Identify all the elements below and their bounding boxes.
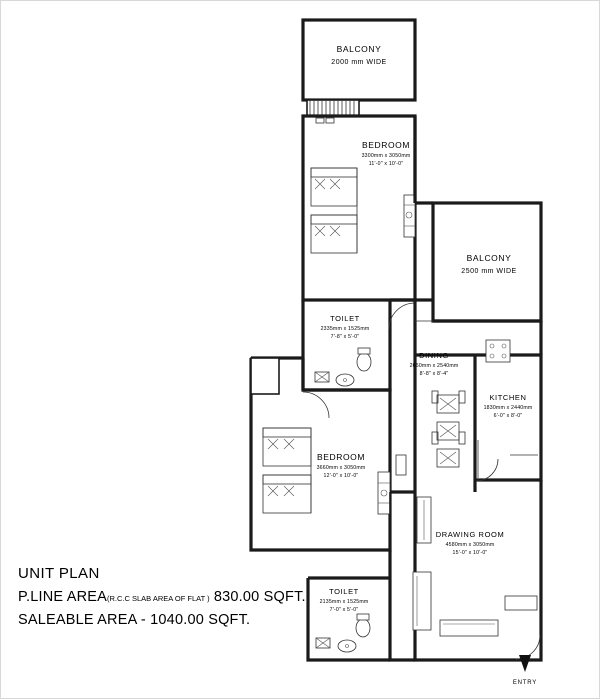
room-balcony-right: [433, 203, 541, 321]
room-label-bedroom-top: BEDROOM: [361, 140, 411, 150]
caption-pline-value: 830.00 SQFT.: [213, 589, 306, 605]
room-dim1-toilet-top: 2335mm x 1525mm: [320, 326, 370, 332]
room-drawing: [390, 480, 541, 660]
entry-label: ENTRY: [512, 680, 538, 686]
room-dim2-dining: 8'-8" x 8'-4": [419, 371, 449, 377]
room-toilet-top: [303, 300, 415, 390]
room-label-kitchen: KITCHEN: [489, 393, 527, 402]
balcony-top-railing: [307, 100, 359, 123]
plan-caption: [18, 565, 348, 635]
fixture-basin-bottom: [338, 640, 356, 652]
room-dim-balcony-right: 2500 mm WIDE: [461, 268, 517, 275]
caption-saleable: SALEABLE AREA - 1040.00 SQFT.: [18, 612, 251, 628]
caption-pline-note: (R.C.C SLAB AREA OF FLAT ): [106, 594, 210, 603]
room-dim2-bedroom-top: 11'-0" x 10'-0": [368, 161, 404, 167]
room-dining: [410, 300, 475, 492]
caption-title: UNIT PLAN: [18, 565, 100, 582]
fixture-shower-bottom: [316, 638, 330, 648]
furniture-bed-bottom: [263, 428, 311, 513]
fixture-basin-top: [336, 374, 354, 386]
room-bedroom-top: [303, 116, 415, 300]
room-dim2-bedroom-bottom: 12'-0" x 10'-0": [323, 473, 359, 479]
fixture-wc-top: [357, 348, 371, 371]
fixture-shower-top: [315, 372, 329, 382]
furniture-bed-top: [311, 168, 357, 253]
room-dim1-dining: 2650mm x 2540mm: [409, 363, 459, 369]
room-label-bedroom-bottom: BEDROOM: [316, 452, 366, 462]
room-label-drawing: DRAWING ROOM: [435, 530, 505, 539]
caption-pline: [18, 589, 348, 605]
furniture-wardrobe-bottom: [378, 472, 390, 514]
room-dim-balcony-top: 2000 mm WIDE: [331, 59, 387, 66]
room-dim1-bedroom-top: 3300mm x 3050mm: [361, 153, 411, 159]
furniture-sofa-set: [413, 497, 537, 636]
room-dim2-drawing: 15'-0" x 10'-0": [452, 550, 488, 556]
room-dim1-bedroom-bottom: 3660mm x 3050mm: [316, 465, 366, 471]
room-label-balcony-top: BALCONY: [336, 44, 382, 54]
furniture-dining-set: [432, 391, 465, 467]
room-balcony-top: [303, 20, 415, 100]
room-kitchen: [475, 321, 541, 481]
room-dim2-kitchen: 6'-0" x 8'-0": [493, 413, 523, 419]
room-dim1-drawing: 4580mm x 3050mm: [445, 542, 495, 548]
room-label-dining: DINING: [419, 351, 449, 360]
room-dim1-toilet-bottom: 2135mm x 1525mm: [319, 599, 369, 605]
room-label-balcony-right: BALCONY: [466, 253, 512, 263]
room-dim2-toilet-bottom: 7'-0" x 5'-0": [329, 607, 359, 613]
room-label-toilet-top: TOILET: [330, 314, 360, 323]
room-label-toilet-bottom: TOILET: [329, 587, 359, 596]
fixture-wc-bottom: [356, 614, 370, 637]
furniture-wardrobe-top: [404, 195, 415, 237]
room-dim1-kitchen: 1830mm x 2440mm: [483, 405, 533, 411]
room-dim2-toilet-top: 7'-8" x 5'-0": [330, 334, 360, 340]
caption-pline-label: P.LINE AREA: [18, 589, 107, 605]
